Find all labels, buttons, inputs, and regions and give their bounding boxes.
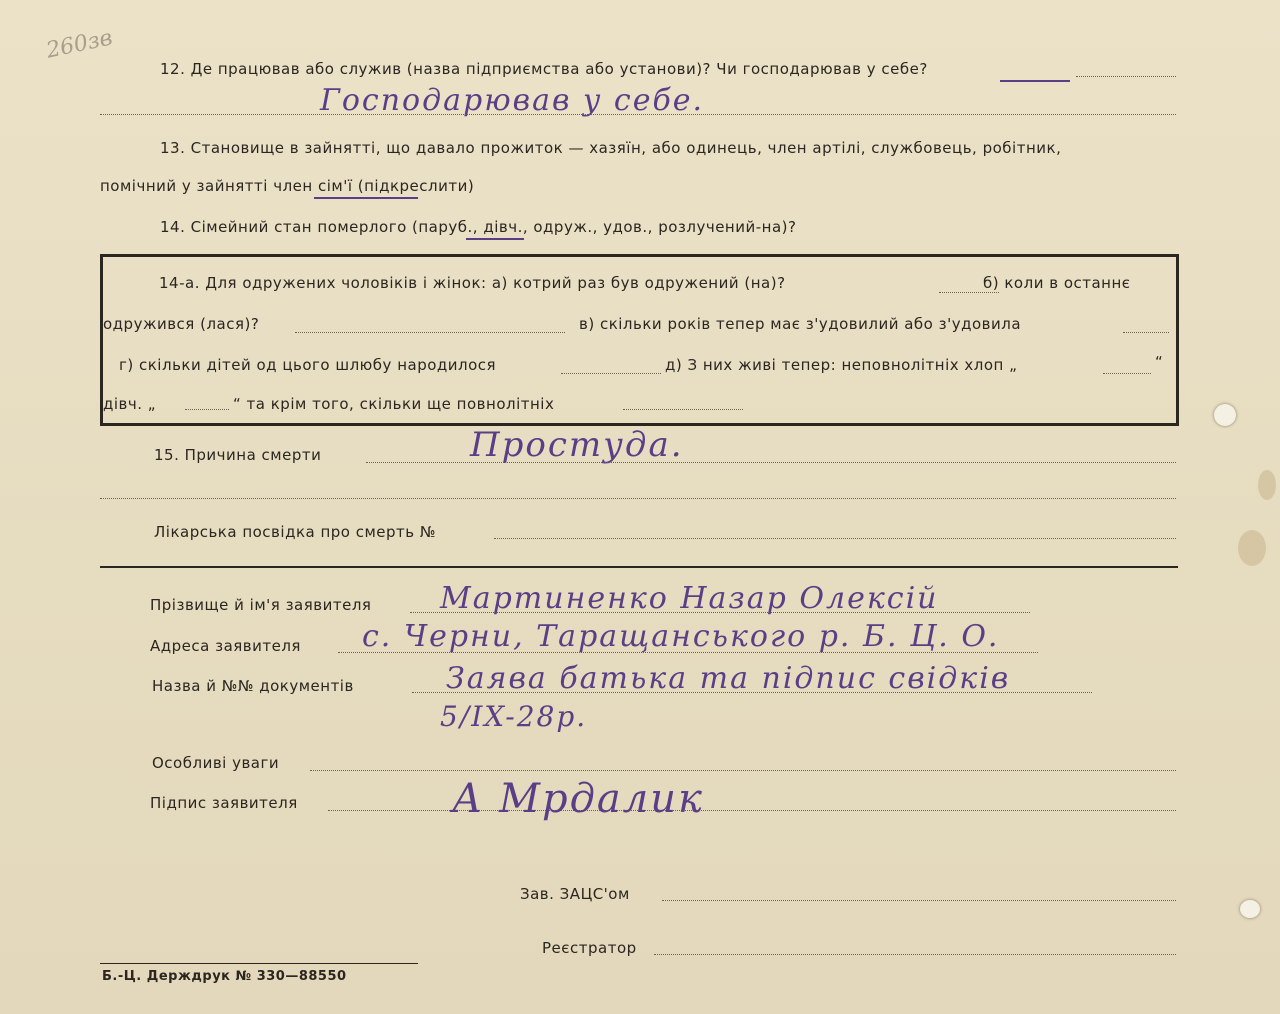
applicant-signature: А Мрдалик — [452, 776, 704, 822]
applicant-name-value: Мартиненко Назар Олексій — [440, 581, 939, 616]
punch-hole — [1240, 900, 1260, 918]
question-14a-line3a: г) скільки дітей од цього шлюбу народилося — [119, 356, 497, 374]
documents-label: Назва й №№ документів — [152, 677, 354, 695]
answer-line — [662, 900, 1176, 901]
pen-underline — [314, 197, 418, 199]
question-14a-box — [100, 254, 1179, 426]
question-14a-line2b: в) скільки років тепер має з'удовилий або з'удовила — [579, 315, 1022, 333]
answer-line — [366, 462, 1176, 463]
answer-line — [1123, 332, 1169, 333]
question-13-line2: помічний у зайнятті член сім'ї (підкреслити) — [100, 177, 475, 195]
answer-line — [295, 332, 565, 333]
medical-certificate-label: Лікарська посвідка про смерть № — [154, 523, 436, 541]
answer-15: Простуда. — [470, 425, 684, 465]
question-14a-line4a: дівч. „ — [103, 395, 157, 413]
footer-rule — [100, 963, 418, 964]
signature-label: Підпис заявителя — [150, 794, 298, 812]
applicant-address-label: Адреса заявителя — [150, 637, 301, 655]
question-13-line1: 13. Становище в зайнятті, що давало прожиток — хазяїн, або одинець, член артілі, службовець, робітник, — [160, 139, 1062, 157]
answer-line — [1076, 76, 1176, 77]
answer-line — [939, 292, 999, 293]
answer-line — [100, 114, 1176, 115]
paper-stain — [1238, 530, 1266, 566]
question-15: 15. Причина смерти — [154, 446, 322, 464]
answer-line — [654, 954, 1176, 955]
archive-number: 260зв — [44, 25, 115, 64]
question-14: 14. Сімейний стан померлого (паруб., дівч., одруж., удов., розлучений-на)? — [160, 218, 797, 236]
answer-line — [623, 409, 743, 410]
punch-hole — [1214, 404, 1236, 426]
question-14a-line4b: “ та крім того, скільки ще повнолітніх — [233, 395, 555, 413]
answer-line — [1103, 373, 1151, 374]
applicant-address-value: с. Черни, Таращанського р. Б. Ц. О. — [362, 619, 1000, 654]
answer-12: Господарював у себе. — [320, 83, 705, 118]
question-12: 12. Де працював або служив (назва підприємства або установи)? Чи господарював у себе? — [160, 60, 928, 78]
question-14a-line2a: одружився (лася)? — [103, 315, 260, 333]
answer-line — [100, 498, 1176, 499]
pen-underline — [1000, 80, 1070, 82]
question-14a-line1a: 14-а. Для одружених чоловіків і жінок: а) котрий раз був одружений (на)? — [159, 274, 786, 292]
documents-value: Заява батька та підпис свідків — [446, 661, 1011, 696]
applicant-name-label: Прізвище й ім'я заявителя — [150, 596, 372, 614]
answer-line — [310, 770, 1176, 771]
question-14a-line3b: д) З них живі тепер: неповнолітніх хлоп „ — [665, 356, 1018, 374]
question-14a-line1b: б) коли в останнє — [983, 274, 1131, 292]
printer-imprint: Б.-Ц. Держдрук № 330—88550 — [102, 969, 347, 984]
special-notes-label: Особливі уваги — [152, 754, 280, 772]
answer-line — [185, 409, 229, 410]
pen-underline — [466, 238, 524, 240]
paper-stain — [1258, 470, 1276, 500]
answer-line — [561, 373, 661, 374]
zags-head-label: Зав. ЗАЦС'ом — [520, 885, 630, 903]
registrar-label: Реєстратор — [542, 939, 637, 957]
question-14a-line3c: “ — [1155, 353, 1164, 371]
section-divider — [100, 566, 1178, 568]
documents-date: 5/IX-28р. — [440, 700, 588, 733]
answer-line — [494, 538, 1176, 539]
